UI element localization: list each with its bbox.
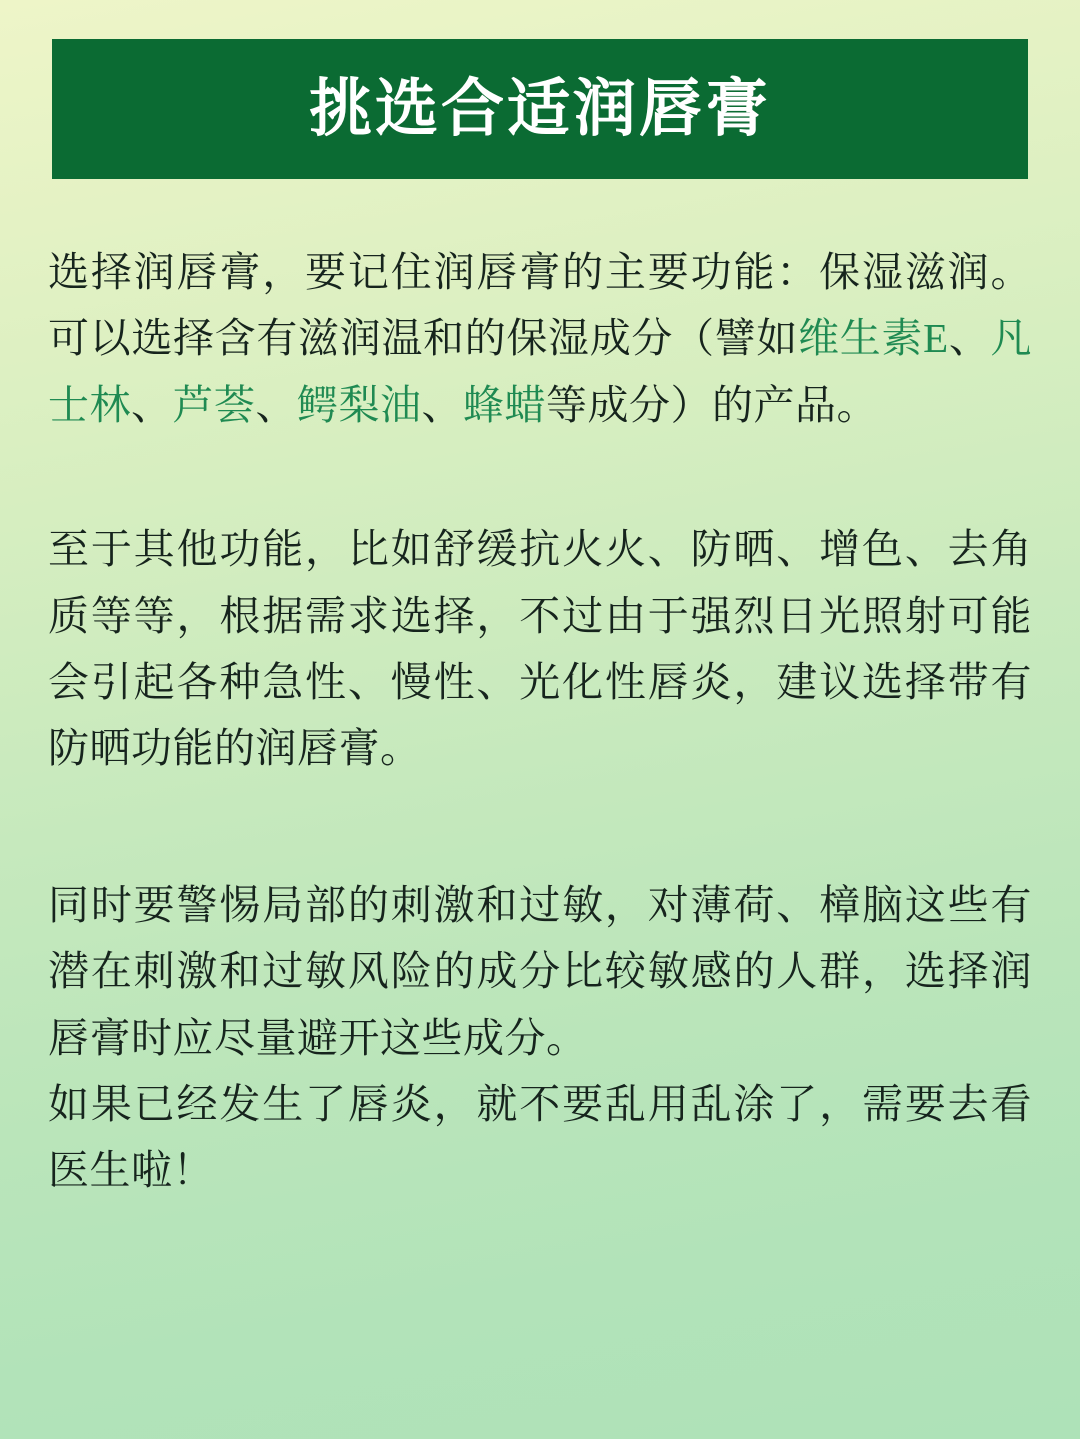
paragraph-1 bbox=[48, 239, 1032, 438]
body-text-run: 、 bbox=[131, 381, 173, 428]
highlighted-ingredient: 芦荟 bbox=[172, 381, 256, 428]
highlighted-ingredient: 凡士林 bbox=[48, 315, 1032, 428]
body-text-run: 、 bbox=[421, 381, 463, 428]
body-text-run: 同时要警惕局部的刺激和过敏，对薄荷、樟脑这些有潜在刺激和过敏风险的成分比较敏感的人群，选择润唇膏时应尽量避开这些成分。 bbox=[48, 881, 1032, 1061]
paragraph-2 bbox=[48, 516, 1032, 782]
highlighted-ingredient: 鳄梨油 bbox=[297, 381, 422, 428]
highlighted-ingredient: 蜂蜡 bbox=[463, 381, 546, 428]
page-title: 挑选合适润唇膏 bbox=[309, 73, 771, 144]
title-banner bbox=[52, 39, 1028, 179]
paragraph-spacer bbox=[48, 482, 1032, 516]
body-text-run: 、 bbox=[948, 315, 991, 362]
body-text-run: 选择润唇膏，要记住润唇膏的主要功能：保湿滋润。可以选择含有滋润温和的保湿成分（譬如 bbox=[48, 249, 1032, 362]
article-body bbox=[48, 179, 1032, 1204]
paragraph-spacer bbox=[48, 826, 1032, 872]
body-text-run: 等成分）的产品。 bbox=[546, 381, 878, 428]
body-text-run: 、 bbox=[255, 381, 297, 428]
paragraph-3 bbox=[48, 872, 1032, 1071]
body-text-run: 如果已经发生了唇炎，就不要乱用乱涂了，需要去看医生啦！ bbox=[48, 1081, 1032, 1194]
highlighted-ingredient: 维生素E bbox=[798, 315, 949, 362]
body-text-run: 至于其他功能，比如舒缓抗火火、防晒、增色、去角质等等，根据需求选择，不过由于强烈日光照射可能会引起各种急性、慢性、光化性唇炎，建议选择带有防晒功能的润唇膏。 bbox=[48, 526, 1032, 772]
paragraph-4 bbox=[48, 1071, 1032, 1204]
